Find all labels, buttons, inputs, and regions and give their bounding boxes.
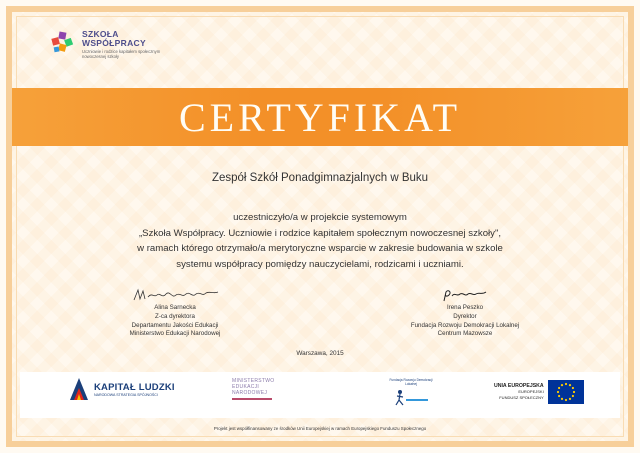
handwritten-signature-left — [130, 288, 220, 302]
logo-title-line1: SZKOŁA — [82, 29, 119, 39]
signatory-right-org: Centrum Mazowsze — [437, 330, 493, 338]
frdl-text: Fundacja Rozwoju Demokracji Lokalnej — [389, 378, 433, 386]
body-line-1: uczestniczyło/a w projekcie systemowym — [233, 212, 407, 223]
eu-line-1: UNIA EUROPEJSKA — [494, 383, 544, 390]
men-logo-bar — [232, 398, 272, 400]
signatory-left-org: Ministerstwo Edukacji Narodowej — [129, 330, 221, 338]
signatory-left-unit: Departamentu Jakości Edukacji — [131, 321, 219, 329]
eu-flag-icon — [548, 380, 584, 404]
footer-logos — [20, 372, 620, 418]
logo-subtitle: Uczniowie i rodzice kapitałem społecznym nowoczesnej szkoły — [82, 49, 161, 60]
signatory-left-role: Z-ca dyrektora — [155, 312, 195, 320]
frdl-figure-icon — [386, 386, 436, 406]
szkola-wspolpracy-logo — [50, 30, 182, 60]
kapital-ludzki-subtitle: NARODOWA STRATEGIA SPÓJNOŚCI — [94, 392, 158, 397]
body-line-3: w ramach którego otrzymało/a merytoryczne wsparcie w zakresie budowania w szkole — [137, 243, 503, 254]
kapital-ludzki-icon — [68, 376, 90, 402]
eu-line-3: FUNDUSZ SPOŁECZNY — [499, 394, 544, 400]
funding-note: Projekt jest współfinansowany ze środków Unii Europejskiej w ramach Europejskiego Funduszu Społecznego — [213, 426, 427, 431]
body-line-4: systemu współpracy pomiędzy nauczycielami, rodzicami i uczniami. — [176, 258, 464, 270]
signatory-right-name: Irena Peszko — [446, 304, 484, 311]
logo-title-line2: WSPÓŁPRACY — [82, 37, 146, 48]
men-line-3: NARODOWEJ — [232, 390, 268, 396]
handwritten-signature-right — [440, 288, 490, 302]
eu-line-2: EUROPEJSKI — [518, 389, 544, 395]
certificate-body — [0, 210, 640, 272]
signatory-right-role: Dyrektor — [453, 312, 477, 320]
certificate-banner — [12, 88, 628, 146]
signature-left — [100, 288, 250, 339]
signature-right — [390, 288, 540, 339]
signatory-left-name: Alina Sarnecka — [154, 304, 196, 311]
men-line-2: EDUKACJI — [232, 384, 260, 390]
frdl-logo — [386, 378, 436, 411]
body-line-2: „Szkoła Współpracy. Uczniowie i rodzice kapitałem społecznym nowoczesnej szkoły", — [138, 227, 502, 239]
eu-logo — [494, 380, 584, 404]
men-logo — [232, 378, 292, 400]
kapital-ludzki-title: KAPITAŁ LUDZKI — [94, 381, 175, 393]
place-and-date: Warszawa, 2015 — [296, 350, 344, 357]
men-line-1: MINISTERSTWO — [232, 378, 275, 384]
kapital-ludzki-logo — [68, 376, 175, 402]
certificate-title: CERTYFIKAT — [178, 94, 462, 140]
puzzle-logo-icon — [50, 30, 76, 56]
signatory-right-unit: Fundacja Rozwoju Demokracji Lokalnej — [410, 321, 520, 329]
recipient-name: Zespół Szkół Ponadgimnazjalnych w Buku — [211, 172, 429, 184]
